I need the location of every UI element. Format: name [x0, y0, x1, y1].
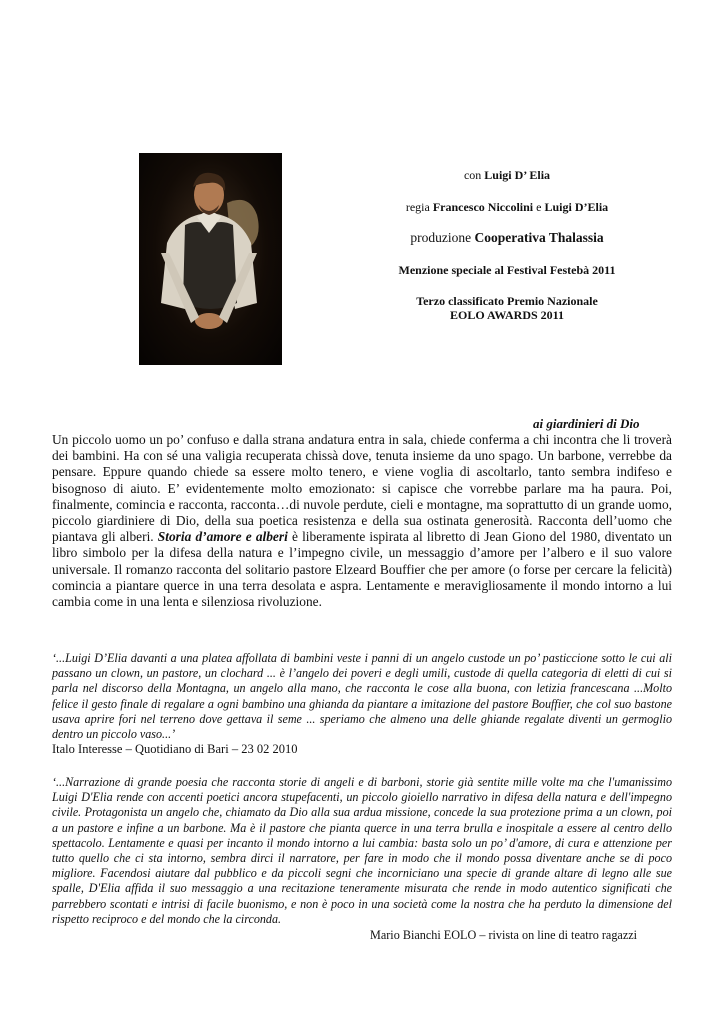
director-2: Luigi D’Elia	[544, 200, 609, 214]
dedication: ai giardinieri di Dio	[533, 416, 640, 431]
description-paragraph: Un piccolo uomo un po’ confuso e dalla strana andatura entra in sala, chiede conferma a chi incontra che li troverà dei bambini. Ha con sé una valigia recuperata chissà dove, tenuta insieme da uno spago. Un barbone, verrebbe da pensare. Eppure quando chiede sa essere molto tenero, e viene voglia di ascoltarlo, tanto sembra indifeso e bisognoso di aiuto. E’ evidentemente molto emozionato: si capisce che vorrebbe parlare ma ha paura. Poi, finalmente, comincia e racconta, racconta…di nuvole perdute, cieli e montagne, ma soprattutto di un grande uomo, piccolo giardiniere di Dio, della sua poetica resistenza e della sua ostinata generosità. Racconta dell’uomo che piantava gli alberi. Storia d’amore e alberi è liberamente ispirata al libretto di Jean Giono del 1980, diventato un libro simbolo per la difesa della natura e l’impegno civile, un messaggio d’amore per l’albero e il suo valore universale. Il romanzo racconta del solitario pastore Elzeard Bouffier che per amore (o forse per cercare la felicità) comincia a piantare querce in una terra desolata e aspra. Lentamente e meravigliosamente il mondo intorno a lui cambia come in una lenta e silenziosa rivoluzione.	[52, 432, 672, 610]
review-quote-2: ‘...Narrazione di grande poesia che racconta storie di angeli e di barboni, storie già sentite mille volte ma che l'umanissimo Luigi D'Elia rende con accenti poetici ancora stupefacenti, un piccolo gioiello narrativo in difesa della natura e dell'impegno civile. Protagonista un angelo che, chiamato da Dio alla sua ardua missione, concede la sua protezione prima a un clown, poi a un pastore e infine a un barbone. Ma è il pastore che pianta querce in una terra brulla e inospitale a essere al centro dello spettacolo. Lentamente e quasi per incanto il mondo intorno a lui cambia: basta solo un po’ d'amore, di cura e attenzione per tutto quello che ci sta intorno, sembra dirci il narratore, per fare in modo che il mondo possa diventare anche se di poco migliore. Facendosi aiutare dal pubblico e da piccoli segni che incorniciano una specie di grande altare di legno alle sue spalle, D'Elia affida il suo messaggio a una recitazione teneramente misurata che rende in modo autentico significati che parrebbero scontati e intrisi di facile buonismo, e non è poco in una società come la nostra che ha perduto la dimensione del rispetto reciproco e del mondo che la circonda.	[52, 775, 672, 926]
review-source-1: Italo Interesse – Quotidiano di Bari – 23 02 2010	[52, 742, 298, 756]
cast-name: Luigi D’ Elia	[484, 168, 551, 182]
cast-line: con Luigi D’ Elia	[463, 168, 551, 182]
award-festeba: Menzione speciale al Festival Festebà 2011	[398, 263, 616, 277]
actor-photo	[139, 153, 282, 365]
review-quote-1: ‘...Luigi D’Elia davanti a una platea affollata di bambini veste i panni di un angelo custode un po’ pasticcione sotto le cui ali passano un clown, un pastore, un clochard ... è l’angelo dei poveri e degli umili, custode di quella categoria di eletti di cui si parla nel discorso della Montagna, un angelo alla mano, che racconta le cose alla buona, con letizia francescana ...Molto felice il gesto finale di regalare a ogni bambino una ghianda da piantare a imitazione del pastore Bouffier, che col suo bastone usava aprire fori nel terreno dove gettava il seme ... speriamo che almeno una delle ghiande regalate diventi un germoglio dentro un piccolo vaso...’	[52, 651, 672, 742]
actor-figure-illustration	[139, 153, 282, 365]
production-line: produzione Cooperativa Thalassia	[410, 230, 604, 245]
direction-line: regia Francesco Niccolini e Luigi D’Elia	[405, 200, 609, 214]
review-source-2: Mario Bianchi EOLO – rivista on line di teatro ragazzi	[370, 928, 638, 942]
show-title: Storia d’amore e alberi	[157, 529, 288, 545]
award-eolo: Terzo classificato Premio Nazionale EOLO AWARDS 2011	[416, 294, 598, 322]
producer-name: Cooperativa Thalassia	[474, 230, 604, 245]
director-1: Francesco Niccolini	[432, 200, 534, 214]
